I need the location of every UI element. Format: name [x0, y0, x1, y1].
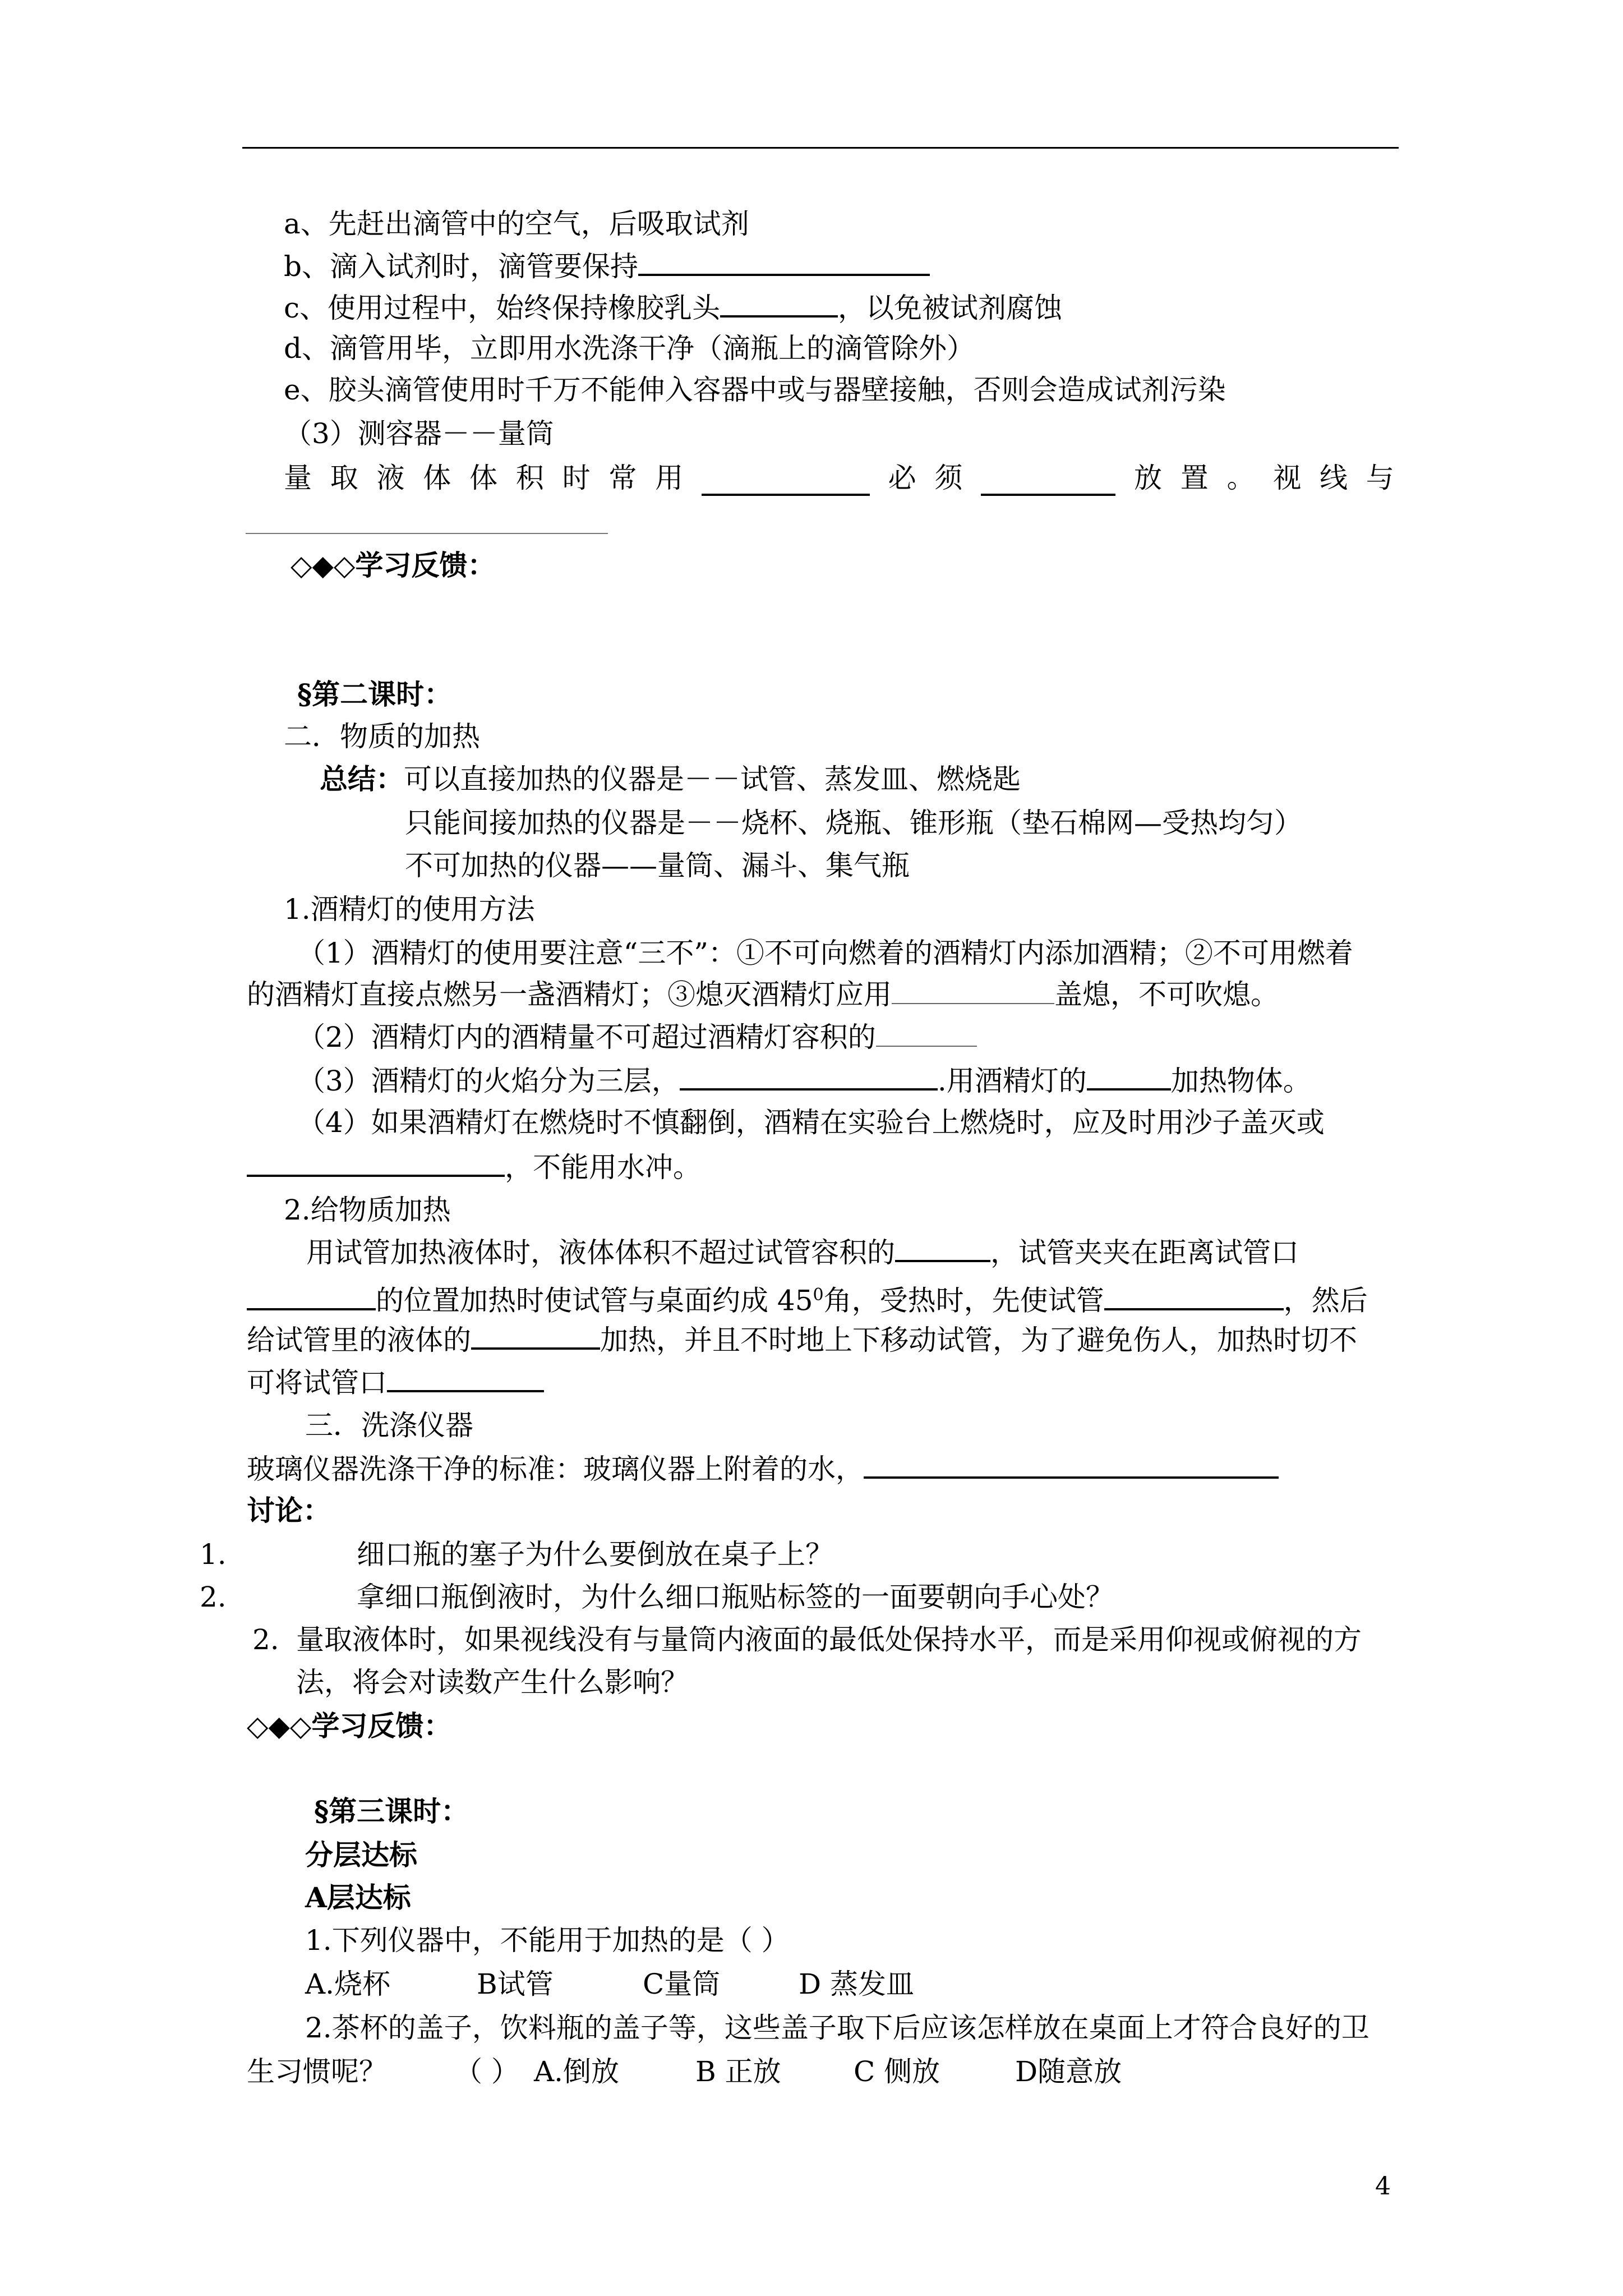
discussion-q1: 细口瓶的塞子为什么要倒放在桌子上？: [357, 1538, 833, 1571]
discussion-q2: 拿细口瓶倒液时，为什么细口瓶贴标签的一面要朝向手心处？: [357, 1581, 1114, 1613]
quiz-q1: 1.下列仪器中，不能用于加热的是（ ）: [305, 1924, 790, 1957]
lesson3-title: §第三课时：: [314, 1795, 469, 1828]
heat-line-3: 给试管里的液体的 加热，并且不时地上下移动试管，为了避免伤人，加热时切不: [247, 1320, 1357, 1359]
item-e: e、胶头滴管使用时千万不能伸入容器中或与器壁接触，否则会造成试剂污染: [284, 374, 1226, 406]
blank[interactable]: [247, 1148, 505, 1177]
blank[interactable]: [981, 467, 1115, 496]
summary-line-2: 只能间接加热的仪器是－－烧杯、烧瓶、锥形瓶（垫石棉网—受热均匀）: [405, 807, 1302, 839]
blank[interactable]: [1104, 1281, 1284, 1310]
lamp-rule-1b: 的酒精灯直接点燃另一盏酒精灯；③熄灭酒精灯应用 盖熄，不可吹熄。: [247, 976, 1279, 1013]
blank[interactable]: [246, 533, 608, 534]
wash-standard: 玻璃仪器洗涤干净的标准：玻璃仪器上附着的水，: [247, 1450, 1279, 1488]
quiz-q2a: 2.茶杯的盖子，饮料瓶的盖子等，这些盖子取下后应该怎样放在桌面上才符合良好的卫: [305, 2012, 1370, 2044]
discussion-q2-number: 2.: [200, 1581, 227, 1613]
blank[interactable]: [247, 1281, 376, 1310]
item-c: c、使用过程中，始终保持橡胶乳头 ，以免被试剂腐蚀: [284, 288, 1062, 326]
heating-heading: 二．物质的加热: [284, 720, 480, 753]
subsection-measuring: （3）测容器－－量筒: [284, 417, 554, 450]
blank[interactable]: [471, 1320, 600, 1350]
option-b[interactable]: B试管: [477, 1968, 554, 2000]
option-d[interactable]: D随意放: [1015, 2055, 1122, 2088]
option-a[interactable]: A.倒放: [534, 2055, 620, 2088]
lamp-rule-1a: （1）酒精灯的使用要注意“三不”：①不可向燃着的酒精灯内添加酒精；②不可用燃着: [297, 937, 1353, 969]
lamp-rule-2: （2）酒精灯内的酒精量不可超过酒精灯容积的: [297, 1019, 977, 1056]
feedback-heading-1: ◇◆◇学习反馈：: [291, 549, 496, 582]
lamp-title: 1.酒精灯的使用方法: [284, 893, 535, 926]
lamp-rule-4a: （4）如果酒精灯在燃烧时不慎翻倒，酒精在实验台上燃烧时，应及时用沙子盖灭或: [297, 1106, 1325, 1139]
heat-line-2: 的位置加热时使试管与桌面约成 $45^0$角，受热时，先使试管 ，然后: [247, 1277, 1368, 1319]
heat-title: 2.给物质加热: [284, 1194, 451, 1226]
heat-line-4: 可将试管口: [247, 1363, 544, 1401]
measuring-line: 量 取 液 体 体 积 时 常 用 必 须 放 置 。 视 线 与: [284, 459, 1394, 496]
level-a: A层达标: [305, 1881, 411, 1914]
lamp-rule-3: （3）酒精灯的火焰分为三层， .用酒精灯的 加热物体。: [297, 1061, 1311, 1099]
discussion-q3b: 法，将会对读数产生什么影响？: [296, 1666, 689, 1699]
heat-line-1: 用试管加热液体时，液体体积不超过试管容积的 ，试管夹夹在距离试管口: [306, 1233, 1299, 1271]
item-d: d、滴管用毕，立即用水洗涤干净（滴瓶上的滴管除外）: [284, 332, 975, 365]
summary-line-1: 总结：可以直接加热的仪器是－－试管、蒸发皿、燃烧匙: [320, 762, 1021, 795]
blank[interactable]: [1087, 1061, 1171, 1091]
summary-line-3: 不可加热的仪器——量筒、漏斗、集气瓶: [405, 849, 910, 882]
blank[interactable]: [680, 1061, 938, 1091]
blank[interactable]: [892, 976, 1054, 1004]
blank[interactable]: [895, 1233, 990, 1262]
discussion-q3a: 量取液体时，如果视线没有与量筒内液面的最低处保持水平，而是采用仰视或俯视的方: [296, 1623, 1362, 1656]
item-b: b、滴入试剂时，滴管要保持: [284, 247, 930, 285]
option-b[interactable]: B 正放: [695, 2055, 781, 2088]
option-c[interactable]: C 侧放: [854, 2055, 940, 2088]
blank[interactable]: [720, 288, 838, 318]
lamp-rule-4b: ，不能用水冲。: [247, 1148, 701, 1186]
item-a: a、先赶出滴管中的空气，后吸取试剂: [284, 208, 749, 240]
discussion-label: 讨论：: [247, 1494, 331, 1527]
discussion-q1-number: 1.: [200, 1538, 227, 1571]
lesson2-title: §第二课时：: [297, 678, 453, 711]
option-d[interactable]: D 蒸发皿: [799, 1968, 914, 2000]
blank[interactable]: [702, 467, 870, 496]
page-number: 4: [1375, 2172, 1391, 2201]
blank[interactable]: [387, 1363, 544, 1392]
blank[interactable]: [876, 1019, 977, 1047]
blank[interactable]: [864, 1450, 1279, 1479]
tiered-goals: 分层达标: [305, 1838, 417, 1871]
blank[interactable]: [638, 247, 930, 276]
wash-heading: 三．洗涤仪器: [305, 1409, 473, 1442]
discussion-q3-number: 2.: [252, 1623, 279, 1656]
option-c[interactable]: C量筒: [643, 1968, 721, 2000]
option-a[interactable]: A.烧杯: [305, 1968, 391, 2000]
header-rule: [242, 147, 1399, 149]
feedback-heading-2: ◇◆◇学习反馈：: [247, 1709, 452, 1742]
